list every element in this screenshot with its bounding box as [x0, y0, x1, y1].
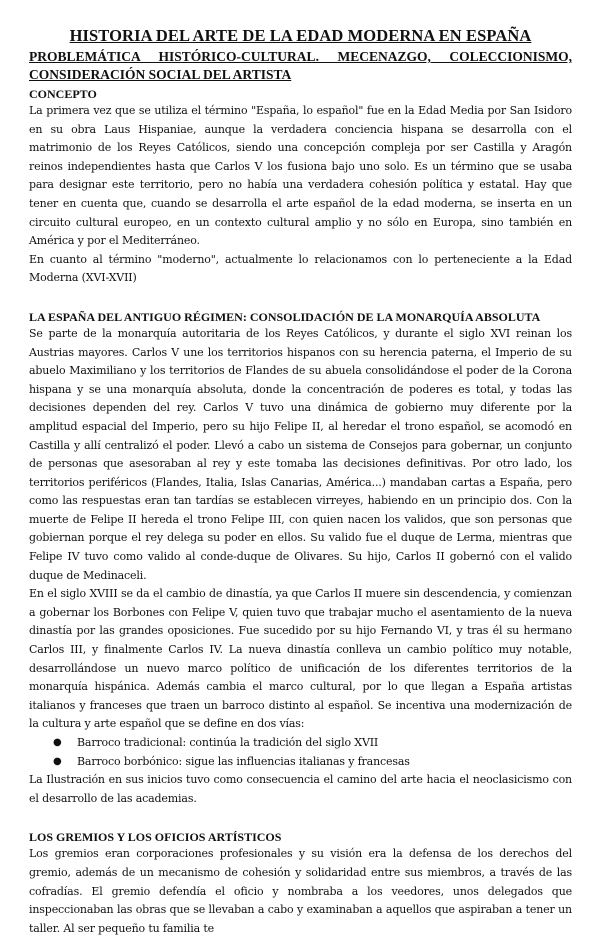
bullet-list	[29, 734, 572, 771]
list-item-text: Barroco borbónico: sigue las influencias italianas y francesas	[77, 754, 410, 768]
list-item	[53, 734, 572, 753]
bullet-icon: ●	[53, 755, 62, 767]
paragraph: En cuanto al término "moderno", actualmente lo relacionamos con lo perteneciente a la Edad Moderna (XVI-XVII)	[29, 252, 572, 285]
section-gremios	[29, 829, 572, 938]
list-item-text: Barroco tradicional: continúa la tradición del siglo XVII	[77, 736, 379, 749]
paragraph: En el siglo XVIII se da el cambio de dinastía, ya que Carlos II muere sin descendencia, y comienzan a gobernar los Borbones con Felipe V, quien tuvo que trabajar mucho el asentamiento de la nueva dinastía por las grandes oposiciones. Fue sucedido por su hijo Fernando VI, y tras él su hermano Carlos III, y finalmente Carlos IV. La nueva dinastía conlleva un cambio político muy notable, desarrollándose un nuevo marco político de unificación de los diferentes territorios de la monarquía hispánica. Además cambia el marco cultural, por lo que llegan a España artistas italianos y franceses que traen un barroco distinto al español. Se incentiva una modernización de la cultura y arte español que se define en dos vías:	[29, 587, 572, 731]
section-concepto	[29, 86, 572, 288]
paragraph: La Ilustración en sus inicios tuvo como consecuencia el camino del arte hacia el neoclasicismo con el desarrollo de las academias.	[29, 773, 572, 805]
section-antiguo-regimen	[29, 309, 572, 808]
document-subtitle: PROBLEMÁTICA HISTÓRICO-CULTURAL. MECENAZGO, COLECCIONISMO, CONSIDERACIÓN SOCIAL DEL ARTISTA	[29, 49, 572, 82]
bullet-icon: ●	[53, 737, 62, 748]
paragraph: La primera vez que se utiliza el término "España, lo español" fue en la Edad Media por San Isidoro en su obra Laus Hispaniae, aunque la verdadera conciencia hispana se desarrolla con el matrimonio de los Reyes Católicos, siendo una concepción compleja por ser Castilla y Aragón reinos independientes hasta que Carlos V los fusiona bajo uno solo. Es un término que se usaba para designar este territorio, pero no había una verdadera cohesión política y estatal. Hay que tener en cuenta que, cuando se desarrolla el arte español de la edad moderna, se inserta en un circuito cultural europeo, en un contexto cultural amplio y no sólo en Europa, sino también en América y por el Mediterráneo.	[29, 104, 572, 248]
section-heading-gremios: LOS GREMIOS Y LOS OFICIOS ARTÍSTICOS	[29, 830, 282, 845]
paragraph: Se parte de la monarquía autoritaria de los Reyes Católicos, y durante el siglo XVI reinan los Austrias mayores. Carlos V une los territorios hispanos con su herencia paterna, el Imperio de su abuelo Maximiliano y los territorios de Flandes de su abuela consolidándose el poder de la Corona hispana y se una monarquía absoluta, donde la concentración de poderes es total, y todas las decisiones dependen del rey. Carlos V tuvo una dinámica de gobierno muy diferente por la amplitud espacial del Imperio, pero su hijo Felipe II, al heredar el trono español, se acomodó en Castilla y allí centralizó el poder. Llevó a cabo un sistema de Consejos para gobernar, un conjunto de personas que asesoraban al rey y este tomaba las decisiones definitivas. Por otro lado, los territorios periféricos (Flandes, Italia, Islas Canarias, América...) mandaban cartas a España, pero como las respuestas eran tan tardías se establecen virreyes, habiendo en un principio dos. Con la muerte de Felipe II hereda el trono Felipe III, con quien nacen los validos, que son personas que gobiernan porque el rey delega su poder en ellos. Su valido fue el duque de Lerma, mientras que Felipe IV tuvo como valido al conde-duque de Olivares. Su hijo, Carlos II gobernó con el valido duque de Medinaceli.	[29, 326, 572, 582]
section-heading-antiguo-regimen: LA ESPAÑA DEL ANTIGUO RÉGIMEN: CONSOLIDACIÓN DE LA MONARQUÍA ABSOLUTA	[29, 309, 541, 324]
section-heading-concepto: CONCEPTO	[29, 87, 97, 101]
list-item	[53, 753, 572, 772]
paragraph: Los gremios eran corporaciones profesionales y su visión era la defensa de los derechos del gremio, además de un mecanismo de cohesión y solidaridad entre sus miembros, a través de las cofradías. El gremio defendía el oficio y nombraba a los veedores, unos delegados que inspeccionaban las obras que se llevaban a cabo y examinaban a aquellos que aspiraban a tener un taller. Al ser pequeño tu familia te	[29, 847, 572, 935]
document-title: HISTORIA DEL ARTE DE LA EDAD MODERNA EN ESPAÑA	[69, 26, 532, 45]
